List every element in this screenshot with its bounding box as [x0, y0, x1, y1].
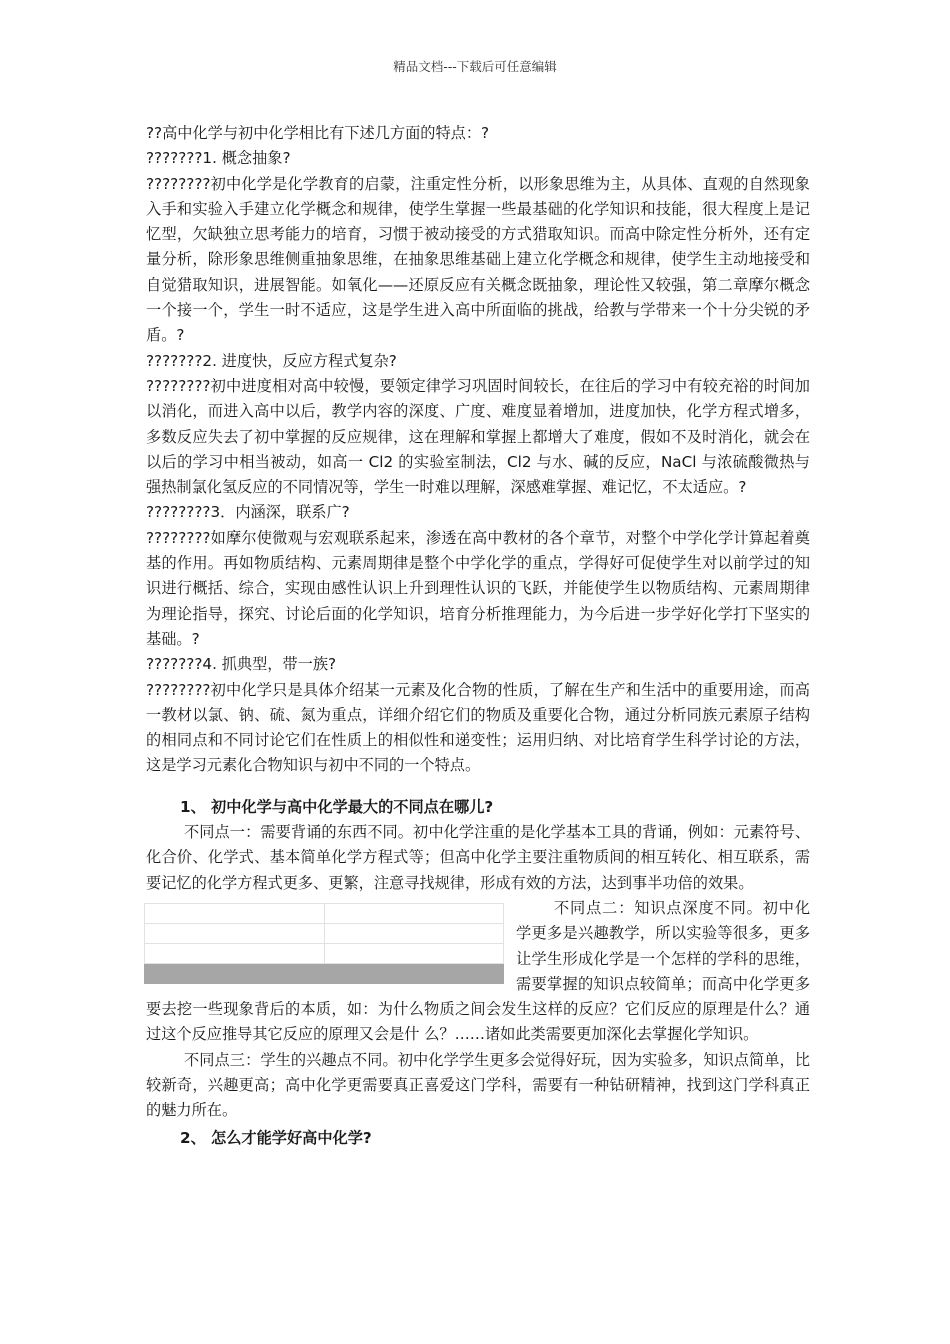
item1-title: ???????1. 概念抽象?: [146, 149, 291, 168]
item3-body: ????????如摩尔使微观与宏观联系起来，渗透在高中教材的各个章节，对整个中学化学计算起着奠基的作用。再如物质结构、元素周期律是整个中学化学的重点，学得好可促使学生对以前学过的知识进行概括、综合，实现由感性认识上升到理性认识的飞跃，并能使学生以物质结构、元素周期律为理论指导，探究、讨论后面的化学知识，培育分析推理能力，为今后进一步学好化学打下坚实的基础。?: [146, 528, 810, 648]
item4-title: ???????4. 抓典型，带一族?: [146, 655, 337, 674]
section1-heading: 1、 初中化学与高中化学最大的不同点在哪儿?: [180, 797, 494, 816]
table-row: [145, 943, 504, 963]
item4-body: ????????初中化学只是具体介绍某一元素及化合物的性质，了解在生产和生活中的重要用途，而高一教材以氯、钠、硫、氮为重点，详细介绍它们的物质及重要化合物，通过分析同族元素原子结构的相同点和不同讨论它们在性质上的相似性和递变性；运用归纳、对比培育学生科学讨论的方法，这是学习元素化合物知识与初中不同的一个特点。: [146, 680, 810, 775]
item3-title: ????????3．内涵深，联系广?: [146, 503, 350, 522]
section2-heading: 2、 怎么才能学好高中化学?: [180, 1128, 372, 1147]
table-grid: [144, 903, 504, 984]
difference-three: 不同点三：学生的兴趣点不同。初中化学学生更多会觉得好玩，因为实验多，知识点简单，比较新奇，兴趣更高；高中化学更需要真正喜爱这门学科，需要有一种钻研精神，找到这门学科真正的魅力所在。: [146, 1050, 810, 1120]
document-body: [146, 121, 810, 1151]
table-row: [145, 923, 504, 943]
table-row: [145, 903, 504, 923]
page-header: 精品文档---下载后可任意编辑: [393, 59, 557, 74]
difference-one: 不同点一：需要背诵的东西不同。初中化学注重的是化学基本工具的背诵，例如：元素符号、化合价、化学式、基本简单化学方程式等；但高中化学主要注重物质间的相互转化、相互联系，需要记忆的化学方程式更多、更繁，注意寻找规律，形成有效的方法，达到事半功倍的效果。: [146, 823, 810, 892]
item2-body: ????????初中进度相对高中较慢，要领定律学习巩固时间较长，在往后的学习中有较充裕的时间加以消化，而进入高中以后，教学内容的深度、广度、难度显着增加，进度加快，化学方程式增多，多数反应失去了初中掌握的反应规律，这在理解和掌握上都增大了难度，假如不及时消化，就会在以后的学习中相当被动，如高一 Cl2 的实验室制法，Cl2 与水、碱的反应，NaCl 与浓硫酸微热与强热制氯化氢反应的不同情况等，学生一时难以理解，深感难掌握、难记忆，不太适应。?: [146, 376, 810, 497]
empty-table: [144, 903, 504, 987]
intro-lead: ??高中化学与初中化学相比有下述几方面的特点：?: [146, 124, 490, 142]
item1-body: ????????初中化学是化学教育的启蒙，注重定性分析，以形象思维为主，从具体、直观的自然现象入手和实验入手建立化学概念和规律，使学生掌握一些最基础的化学知识和技能，很大程度上是记忆型，欠缺独立思考能力的培育，习惯于被动接受的方式猎取知识。而高中除定性分析外，还有定量分析，除形象思维侧重抽象思维，在抽象思维基础上建立化学概念和规律，使学生主动地接受和自觉猎取知识，进展智能。如氧化——还原反应有关概念既抽象，理论性又较强，第二章摩尔概念一个接一个，学生一时不适应，这是学生进入高中所面临的挑战，给教与学带来一个十分尖锐的矛盾。?: [146, 174, 810, 345]
difference-two: 不同点二：知识点深度不同。初中化学更多是兴趣教学，所以实验等很多，更多让学生形成化学是一个怎样的学科的思维，需要掌握的知识点较简单；而高中化学更多要去挖一些现象背后的本质，如：为什么物质之间会发生这样的反应？它们反应的原理是什么？通过这个反应推导其它反应的原理又会是什 么？……诸如此类需要更加深化去掌握化学知识。: [146, 898, 810, 1044]
table-row-shaded: [145, 963, 504, 983]
item2-title: ???????2. 进度快，反应方程式复杂?: [146, 351, 397, 370]
